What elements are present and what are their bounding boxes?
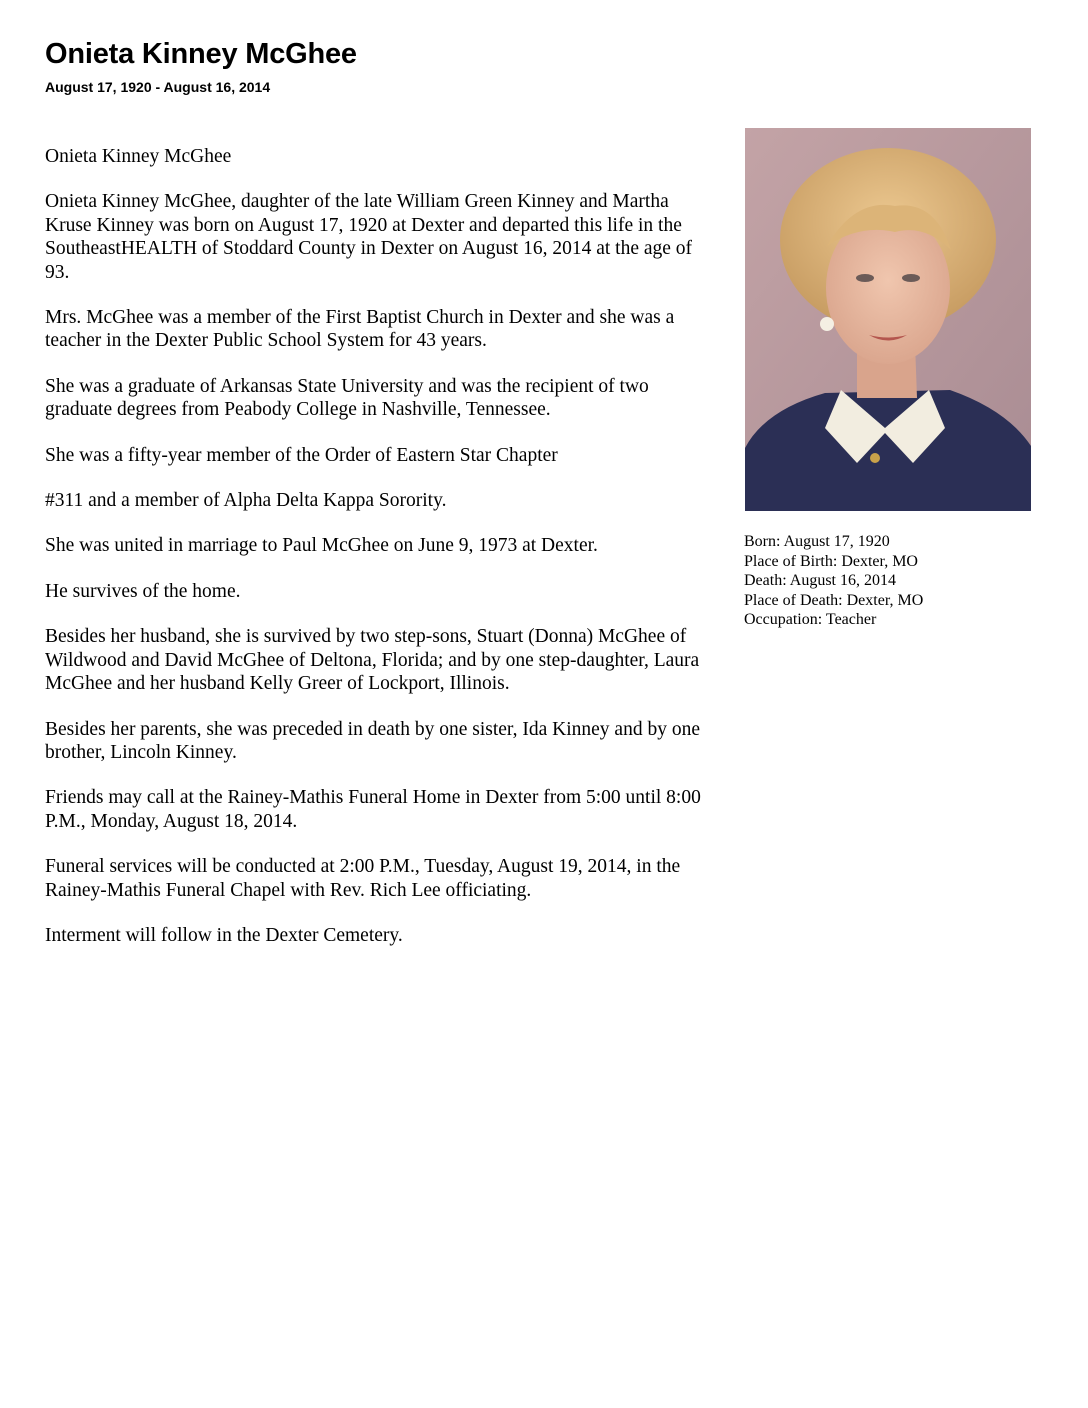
place-of-death-fact: Place of Death: Dexter, MO (744, 591, 924, 609)
occupation-fact: Occupation: Teacher (744, 611, 877, 629)
obituary-paragraph: She was united in marriage to Paul McGhee on June 9, 1973 at Dexter. (45, 535, 598, 557)
obituary-paragraph: Besides her husband, she is survived by two step-sons, Stuart (Donna) McGhee of Wildwood and David McGhee of Deltona, Florida; and by one step-daughter, Laura McGhee and her husband Kelly Greer of Lockport, Illinois. (45, 626, 700, 695)
obituary-paragraph: Friends may call at the Rainey-Mathis Funeral Home in Dexter from 5:00 until 8:00 P.M., Monday, August 18, 2014. (45, 787, 701, 832)
life-dates: August 17, 1920 - August 16, 2014 (45, 79, 271, 95)
obituary-paragraph: Besides her parents, she was preceded in death by one sister, Ida Kinney and by one brother, Lincoln Kinney. (45, 718, 700, 763)
obituary-paragraph: She was a fifty-year member of the Order of Eastern Star Chapter (45, 444, 558, 466)
obituary-paragraph: Onieta Kinney McGhee, daughter of the late William Green Kinney and Martha Kruse Kinney was born on August 17, 1920 at Dexter and departed this life in the SoutheastHEALTH of Stoddard County in Dexter on August 16, 2014 at the age of 93. (45, 191, 693, 283)
obituary-paragraph: #311 and a member of Alpha Delta Kappa Sorority. (45, 490, 447, 512)
portrait-photo (745, 128, 1031, 511)
born-fact: Born: August 17, 1920 (744, 533, 890, 550)
deceased-name: Onieta Kinney McGhee (45, 38, 357, 70)
death-fact: Death: August 16, 2014 (744, 572, 896, 590)
obituary-paragraph: He survives of the home. (45, 580, 241, 602)
obituary-paragraph: Mrs. McGhee was a member of the First Baptist Church in Dexter and she was a teacher in the Dexter Public School System for 43 years. (45, 307, 675, 352)
obituary-paragraph: Funeral services will be conducted at 2:00 P.M., Tuesday, August 19, 2014, in the Rainey-Mathis Funeral Chapel with Rev. Rich Lee officiating. (45, 856, 681, 901)
obituary-paragraph: Interment will follow in the Dexter Cemetery. (45, 924, 403, 946)
obituary-paragraph: She was a graduate of Arkansas State University and was the recipient of two graduate degrees from Peabody College in Nashville, Tennessee. (45, 375, 649, 421)
obituary-body (45, 145, 705, 969)
portrait-photo-icon (745, 128, 1031, 511)
obituary-heading: Onieta Kinney McGhee (45, 146, 232, 167)
vital-facts (744, 532, 1044, 630)
place-of-birth-fact: Place of Birth: Dexter, MO (744, 552, 918, 570)
